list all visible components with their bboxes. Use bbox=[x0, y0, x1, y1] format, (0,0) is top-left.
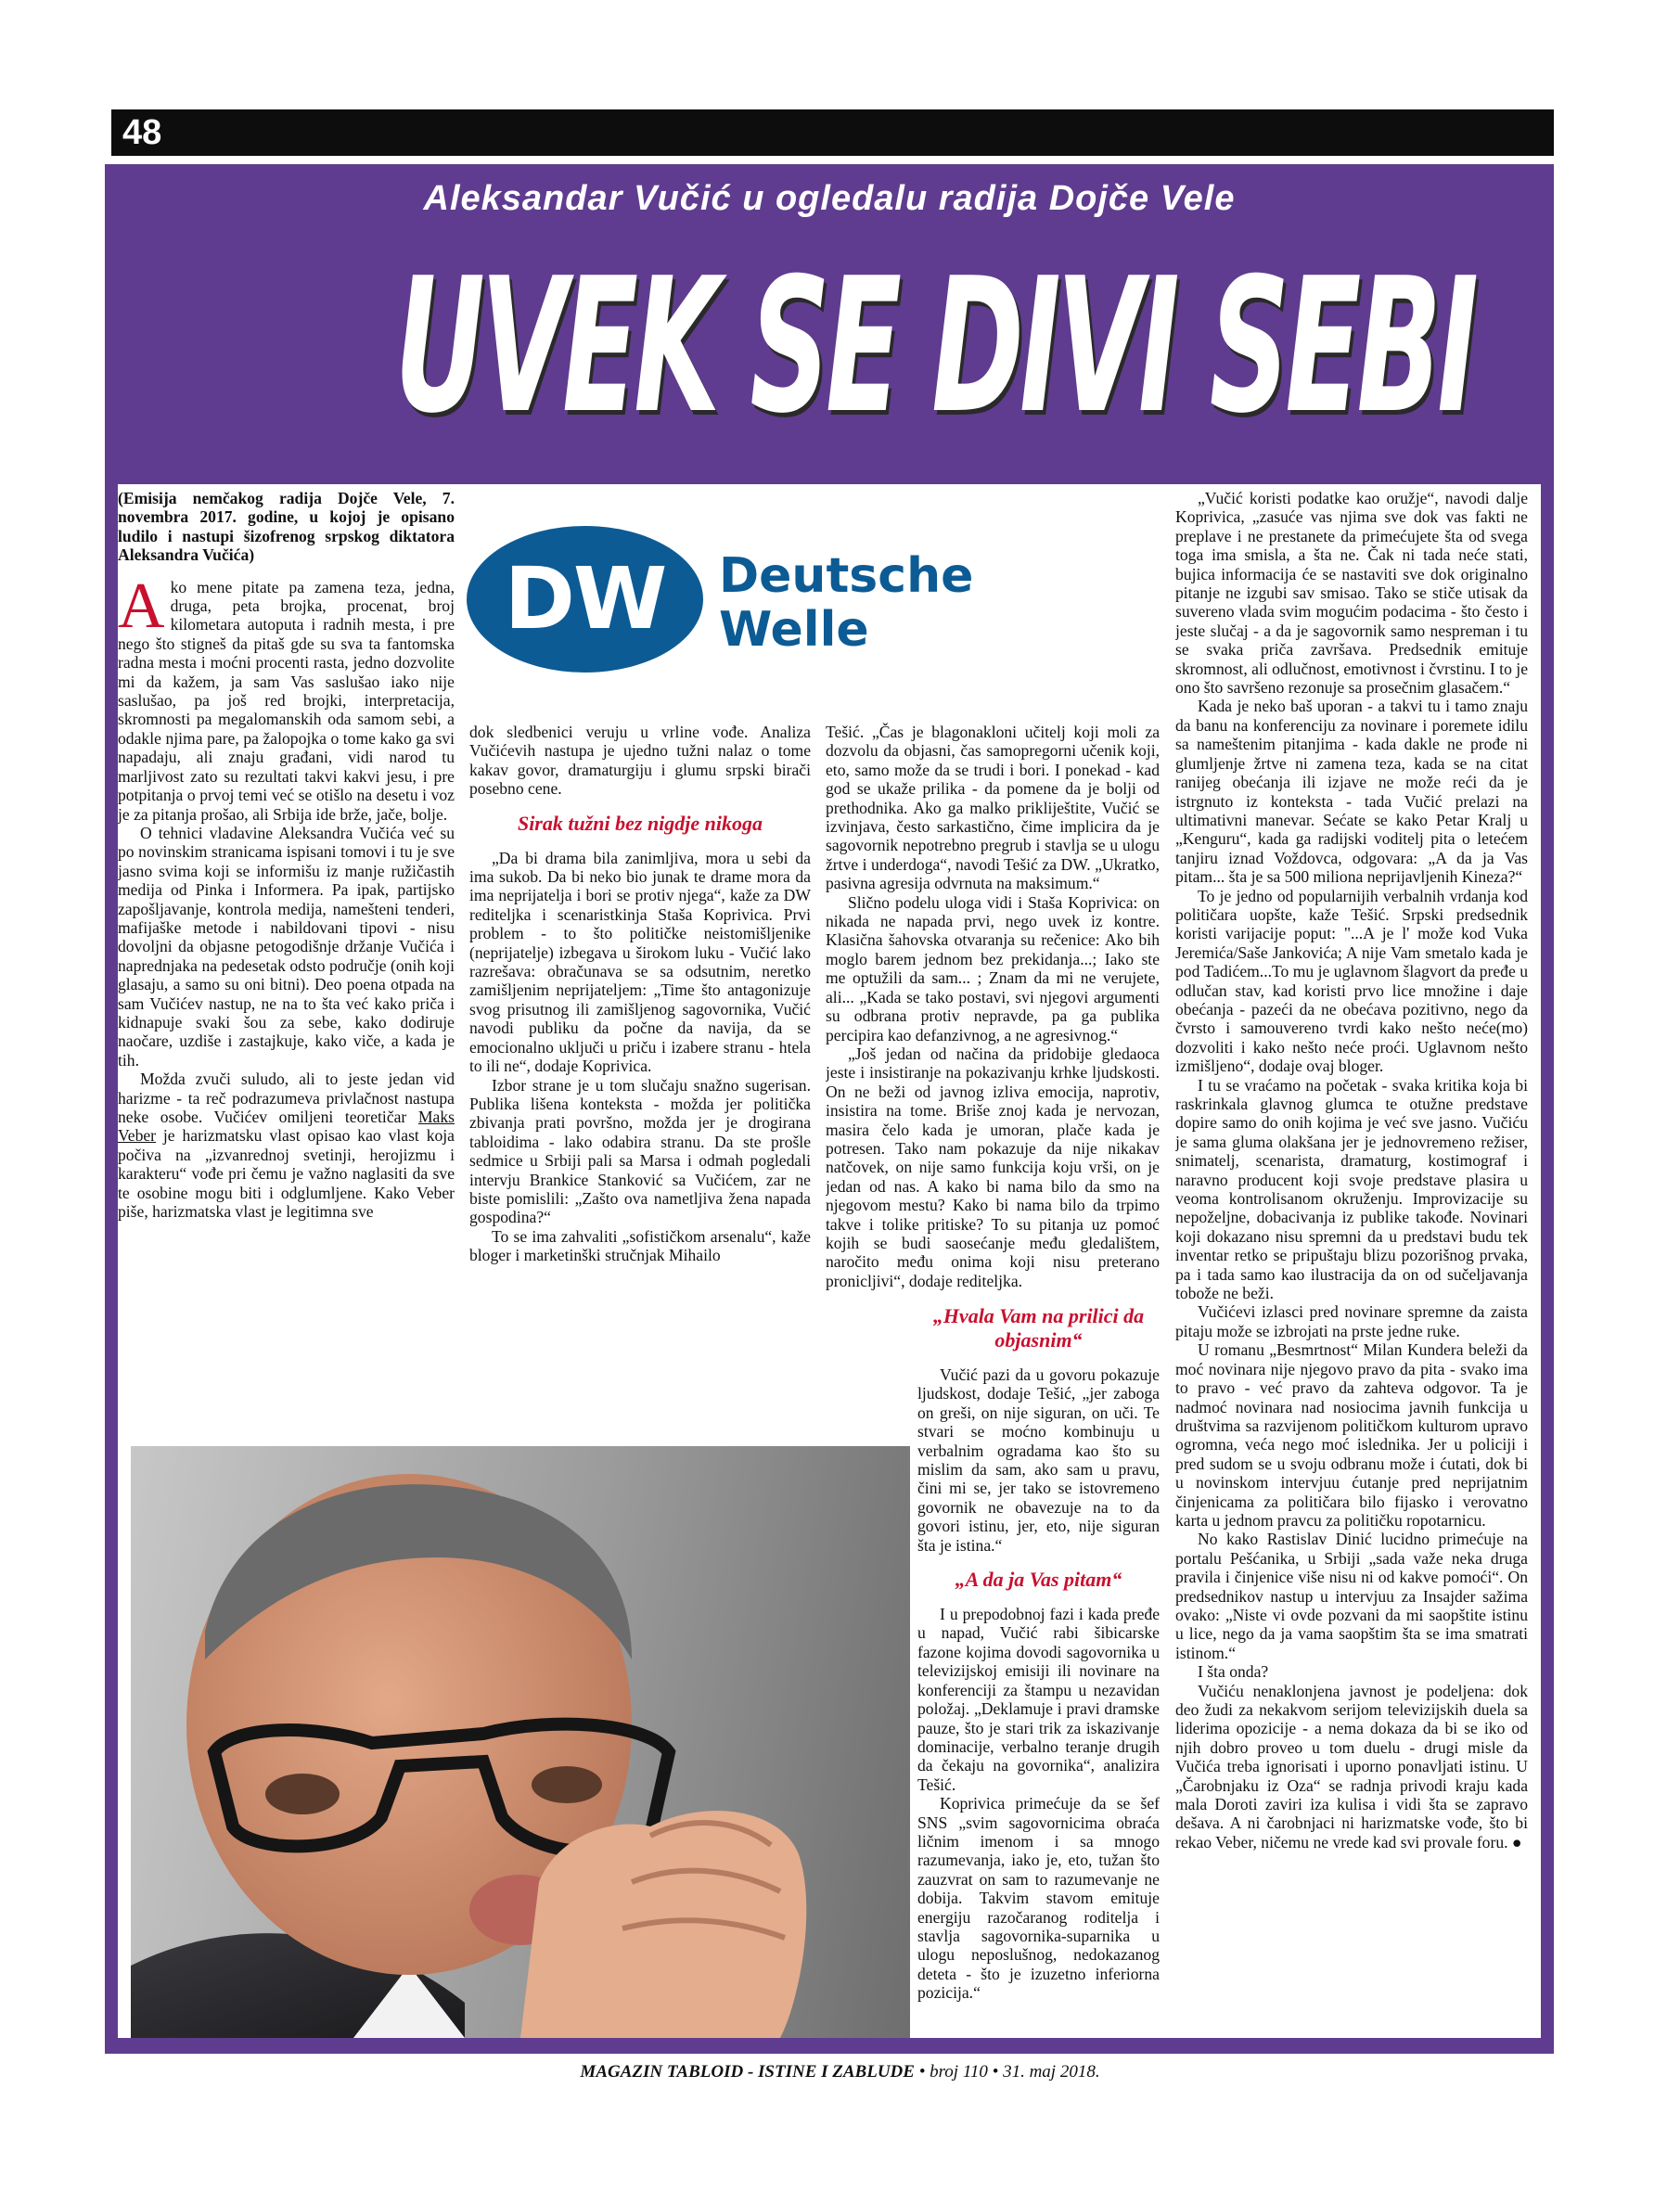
article-frame bbox=[105, 164, 1554, 2054]
column-3-lower bbox=[917, 1301, 1160, 2038]
col1-paragraph-2: O tehnici vladavine Aleksandra Vučića već su po novinskim stranicama ispisani tomovi i tu je sve jasno svima koji se informišu iz manje ružičastih medija od Pinka i Informera. Pa ipak, partijsko zapošljavanje, kontrola medija, namešteni tenderi, mafijaške metode i nabildovani tipovi - nisu dovoljni da objasne petogodišnje držanje Vučića i naprednjaka na pedesetak odsto područje (onih koji glasaju, a samo su oni bitni). Deo poena otpada na sam Vučićev nastup, ne na to šta već kako priča i kidnapuje svaki šou za sebe, kako dodiruje naočare, uzdiše i zastajkuje, kako viče, a kada je tih. bbox=[118, 823, 455, 1070]
article-headline: UVEK SE DIVI SEBI bbox=[394, 238, 1475, 455]
col3-paragraph-5: I u prepodobnoj fazi i kada pređe u napad, Vučić rabi šibicarske fazone kojima dovodi sagovornika u televizijskoj emisiji ili novinare na konferenciji za štampu u nezavidan položaj. „Deklamuje i pravi dramske pauze, što je stari trik za iskazivanje dominacije, verbalno teranje drugih da čekaju na govornika“, analizira Tešić. bbox=[917, 1605, 1160, 1794]
col1-p3b: je harizmatsku vlast opisao kao vlast koja počiva na „izvanrednoj svetinji, herojizmu i karakteru“ vođe pri čemu je važno naglasiti da sve te osobine mogu biti i odglumljene. Kako Veber piše, harizmatska vlast je legitimna sve bbox=[118, 1126, 455, 1222]
col3-paragraph-2: Slično podelu uloga vidi i Staša Koprivica: on nikada ne napada prvi, nego uvek iz kontre. Klasična šahovska otvaranja su rečenice: Ako bih moglo barem jednom bez prekidanja...; Iako ste me optužili da sam... ; Znam da mi ne verujete, ali... „Kada se tako postavi, svi njegovi argumenti su odbrana protiv nepravde, pa ga publika percipira kao defanzivnog, a ne agresivnog.“ bbox=[826, 892, 1160, 1044]
column-4 bbox=[1175, 489, 1528, 2033]
col1-paragraph-1 bbox=[118, 570, 455, 824]
dw-logo-line2: Welle bbox=[719, 602, 869, 658]
col4-paragraph-4: I tu se vraćamo na početak - svaka kritika koja bi raskrinkala glavnog glumca te otužne predstave dopire samo do onih kojima je već sve jasno. Vučiću je sama gluma olakšana jer je jednovremeno režiser, snimatelj, scenarista, dramaturg, kostimograf i naravno producent koji svoje predstave plasira u veoma kontrolisanom okruženju. Improvizacije su nepoželjne, dobacivanja iz publike takođe. Novinari koji dokazano nisu spremni da u predstavi budu tek inventar retko se pripuštaju blizu pozorišnog prvaka, pa i tada samo kao ilustracija da on od sučeljavanja tobože ne beži. bbox=[1175, 1075, 1528, 1303]
page-footer bbox=[0, 2061, 1680, 2083]
page-number: 48 bbox=[122, 113, 162, 152]
col4-paragraph-7: No kako Rastislav Dinić lucidno primećuje na portalu Pešćanika, u Srbiji „sada važe neka druga pravila i činjenice više nisu ni od kakve pomoći“. On predsednikov nastup u intervjuu za Insajder sažima ovako: „Niste vi ovde pozvani da mi saopštite istinu u lice, nego da ja vama saopštim šta se ima smatrati istinom.“ bbox=[1175, 1530, 1528, 1662]
col3-paragraph-6: Koprivica primećuje da se šef SNS „svim sagovornicima obraća ličnim imenom i sa mnogo razumevanja, iako je, eto, tužan što zauzvrat on sam to razumevanje ne dobija. Takvim stavom emituje energiju razočaranog roditelja i stavlja sagovornika-suparnika u ulogu neposlušnog, nedokazanog deteta - što je izuzetno inferiorna pozicija.“ bbox=[917, 1794, 1160, 2003]
col4-paragraph-8: I šta onda? bbox=[1198, 1662, 1269, 1682]
dw-logo-line1: Deutsche bbox=[719, 548, 974, 604]
column-1 bbox=[118, 489, 455, 1444]
col3-paragraph-4: Vučić pazi da u govoru pokazuje ljudskost, dodaje Tešić, „jer zaboga on greši, on nije siguran, on uči. Te stvari se moćno kombinuju u verbalnim ogradama kao što su mislim da sam, ako sam u pravu, čini mi se, jer tako se istovremeno govornik ne obavezuje na to da govori istinu, jer, eto, nije siguran šta je istina.“ bbox=[917, 1365, 1160, 1555]
dropcap: A bbox=[118, 570, 165, 642]
dw-logo-letters: DW bbox=[504, 549, 666, 648]
portrait-photo bbox=[131, 1446, 910, 2038]
col4-paragraph-6: U romanu „Besmrtnost“ Milan Kundera beleži da moć novinara nije njegovo pravo da pita - svako ima to pravo - već pravo da zahteva odgovor. Ta je nadmoć novinara nad nosiocima javnih funkcija u društvima sa razvijenom političkom kulturom upravo ogromna, veća nego moć islednika. Jer u policiji i pred sudom se u svoju odbranu može i ćutati, dok bi u novinskom intervjuu ćutanje pred neprijatnim činjenicama za političara bilo fijasko i verovatno karta u jednom pravcu za političku ropotarnicu. bbox=[1175, 1340, 1528, 1530]
col4-paragraph-5: Vučićevi izlasci pred novinare spremne da zaista pitaju može se izbrojati na prste jedne ruke. bbox=[1175, 1302, 1528, 1340]
maks-veber-link: Maks Veber bbox=[118, 1108, 455, 1146]
col2-paragraph-3: Izbor strane je u tom slučaju snažno sugerisan. Publika lišena konteksta - možda jer politička zbivanja prati površno, možda jer je drogirana tabloidima - lako odabira stranu. Da ste prošle sedmice u Srbiji pali sa Marsa i odmah pogledali intervju Brankice Stanković sa Vučićem, zar ne biste pomislili: „Zašto ova nametljiva žena napada gospodina?“ bbox=[469, 1075, 811, 1227]
dw-logo bbox=[467, 507, 974, 715]
col3-subhead-2: „A da ja Vas pitam“ bbox=[955, 1568, 1122, 1592]
article-content bbox=[118, 484, 1541, 2038]
dw-logo-wordmark bbox=[719, 549, 973, 657]
col1-p1-text: ko mene pitate pa zamena teza, jedna, druga, peta brojka, procenat, broj kilometara autoputa i radnih mesta, i pre nego što stigneš da pitaš gde su sva ta fantomska radna mesta i moćni procenti rasta, jedno dozvolite mi da kažem, ja sam Vas saslušao iako nije saslušao, pa još red brojki, interpretacija, skromnosti pa megalomanskih oda samom sebi, a odakle njima pare, pa žalopojka o tome kako ga svi napadaju, ali znaju građani, vidi narod tu marljivost zato su rezultati takvi kakvi jesu, i pre potpitanja o prvoj temi već se otišlo na desetu i voz je za pitanja prošao, ali Srbija ide brže, jače, bolje. bbox=[118, 577, 455, 824]
column-2 bbox=[469, 723, 811, 1446]
intro-paragraph: (Emisija nemčakog radija Dojče Vele, 7. novembra 2017. godine, u kojoj je opisano ludilo i nastupi šizofrenog srpskog diktatora Aleksandra Vučića) bbox=[118, 489, 455, 565]
col2-paragraph-2: „Da bi drama bila zanimljiva, mora u sebi da ima sukob. Da bi neko bio junak te drame mora da ima neprijatelja i bori se protiv njega“, kaže za DW rediteljka i scenaristkinja Staša Koprivica. Prvi problem - to što političke neistomišljenike (neprijatelje) izbegava u širokom luku - Vučić lako razrešava: obračunava se sa odsutnim, neretko zamišljenim neprijateljem: „Time što antagonizuje svog prisutnog ili zamišljenog sagovornika, Vučić navodi publiku da počne da navija, da se emocionalno uključi u priču i izabere stranu - htela to ili ne“, dodaje Koprivica. bbox=[469, 848, 811, 1076]
col1-p3a: Možda zvuči suludo, ali to jeste jedan vid harizme - ta reč podrazumeva privlačnost nastupa neke osobe. Vučićev omiljeni teoretičar bbox=[118, 1070, 455, 1126]
col2-paragraph-1: dok sledbenici veruju u vrline vođe. Analiza Vučićevih nastupa je ujedno tužni nalaz o tome kakav govor, dramaturgiju i glumu srpski birači posebno cene. bbox=[469, 723, 811, 799]
footer-issue: • broj 110 • 31. maj 2018. bbox=[914, 2062, 1100, 2082]
footer-magazine: MAGAZIN TABLOID - ISTINE I ZABLUDE bbox=[580, 2062, 915, 2082]
portrait-illustration bbox=[131, 1446, 910, 2038]
col2-paragraph-4: To se ima zahvaliti „sofističkom arsenalu“, kaže bloger i marketinški stručnjak Mihailo bbox=[469, 1226, 811, 1265]
col4-paragraph-2: Kada je neko baš uporan - a takvi tu i tamo znaju da banu na konferenciju za novinare i poremete idilu sa nameštenim pitanjima - kada dakle ne prođe ni glumljenje žrtve ni zamena teza, kada se na citat ranijeg obećanja ili izjave ne može reći da je istrgnuto iz konteksta - tada Vučić prelazi na ultimativni manevar. Sećate se kako Petar Kralj u „Kenguru“, kada ga radijski voditelj pita o letećem tanjiru iznad Voždovca, odgovara: „A da ja Vas pitam... šta je sa 500 miliona neprijavljenih Kineza?“ bbox=[1175, 697, 1528, 887]
page-header-bar bbox=[111, 109, 1554, 156]
col4-paragraph-9: Vučiću nenaklonjena javnost je podeljena: dok deo žudi za nekakvom serijom televizijskih duela sa liderima opozicije - a nema dokaza da bi se iko od njih dobro proveo u tom duelu - drugi misle da Vučića treba ignorisati i uporno ponavljati istinu. U „Čarobnjaku iz Oza“ se radnja privodi kraju kada mala Doroti zaviri iza kulisa i vidi šta se zapravo dešava. A ni čarobnjaci ni harizmatske vođe, što bi rekao Veber, ničemu ne vrede kad svi provale foru. ● bbox=[1175, 1681, 1528, 1851]
article-kicker: Aleksandar Vučić u ogledalu radija Dojče Vele bbox=[423, 179, 1236, 218]
col3-paragraph-1: Tešić. „Čas je blagonakloni učitelj koji moli za dozvolu da objasni, čas samopregorni učenik koji, eto, samo može da se trudi i bori. I ponekad - kad god se ukaže prilika - da pomene da je bolji od prethodnika. Ako ga malko prikliještite, Vučić se izvinjava, često sarkastično, čime implicira da je sagovornik nepotrebno pregrub i stavlja se u ulogu žrtve i underdoga“, navodi Tešić za DW. „Ukratko, pasivna agresija odvrnuta na maksimum.“ bbox=[826, 723, 1160, 893]
column-3-upper bbox=[826, 723, 1160, 1298]
col3-subhead-1: „Hvala Vam na prilici da objasnim“ bbox=[932, 1304, 1145, 1352]
col4-paragraph-1: „Vučić koristi podatke kao oružje“, navodi dalje Koprivica, „zasuće vas njima sve dok vas fakti ne preplave i ne prestanete da primećujete šta od svega toga ima smisla, a šta ne. Čak ni tada neće stati, bujica informacija će se nastaviti sve dok originalno pitanje ne izgubi sav smisao. Tako se stiče utisak da suvereno vlada svim mogućim podacima - što često i jeste slučaj - a da je sagovornik samo nespreman i tu se svaka priča završava. Predsednik emituje skromnost, ali odlučnost, emotivnost i čvrstinu. I to je ono što savršeno rezonuje sa prosečnim glasačem.“ bbox=[1175, 489, 1528, 698]
col4-paragraph-3: To je jedno od popularnijih verbalnih vrdanja kod političara uopšte, kaže Tešić. Srpski predsednik koristi varijacije poput: "...A je l' može kod Vuka Jeremića/Saše Jankovića; A nije Vam smetalo kada je pod Tadićem...To mu je uglavnom šlagvort da pređe u odlučan stav, kad koristi prvo lice množine i daje obećanja - pazeći da ne obećava pozitivno, nego da čvrsto i samouvereno tvrdi kako nešto neće(mo) dozvoliti i kako nešto neće proći. Uglavnom nešto izmišljeno“, dodaje ovaj bloger. bbox=[1175, 886, 1528, 1076]
col3-paragraph-3: „Još jedan od načina da pridobije gledaoca jeste i insistiranje na pokazivanju krhke ljudskosti. On ne beži od javnog izliva emocija, naprotiv, insistira na tome. Briše znoj kada je nervozan, masira čelo kada je umoran, plače kada je potresen. Tako nam pokazuje da nije nikakav natčovek, on nije samo funkcija koju vrši, on je jedan od nas. A kako bi nama bilo da smo na njegovom mestu? Kako bi nama bilo da trpimo takve i tolike pritiske? To su pitanja uz pomoć kojih se budi saosećanje među gledalištem, naročito među onima koji nisu preterano pronicljivi“, dodaje rediteljka. bbox=[826, 1044, 1160, 1290]
col1-paragraph-3 bbox=[118, 1070, 455, 1221]
col2-subhead: Sirak tužni bez nigdje nikoga bbox=[517, 811, 763, 835]
